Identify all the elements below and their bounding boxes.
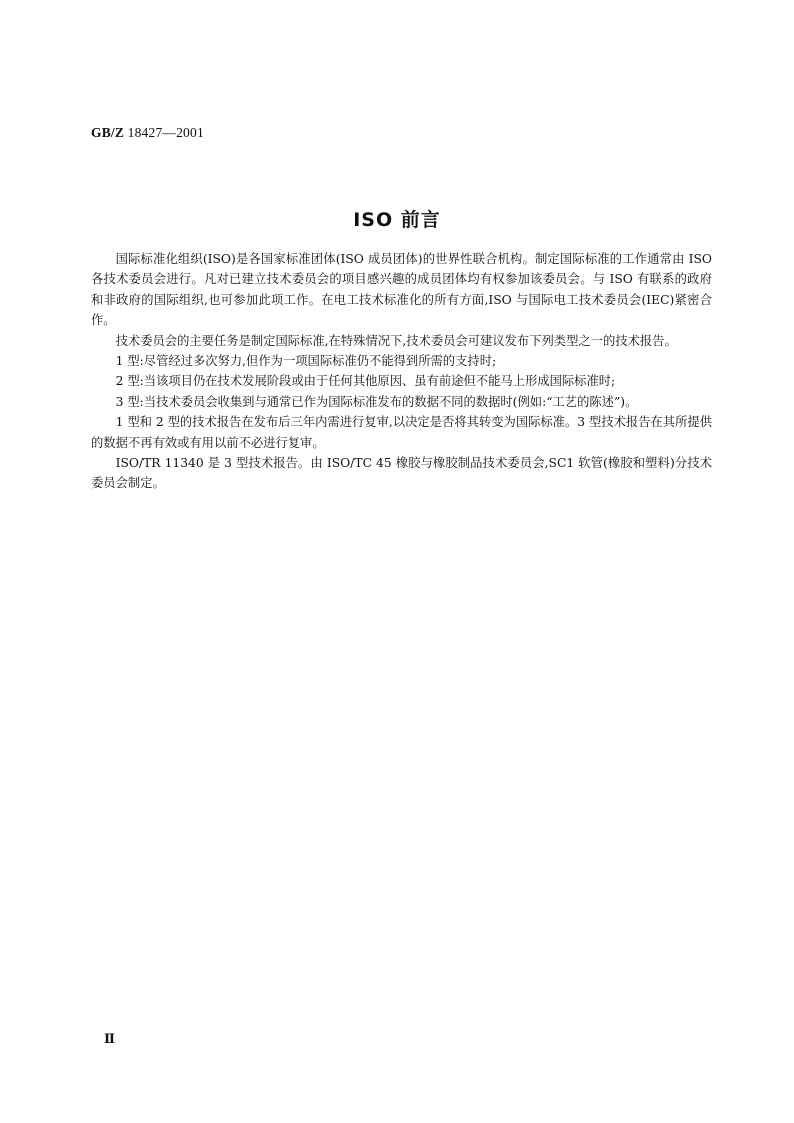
paragraph-tc-tasks: 技术委员会的主要任务是制定国际标准,在特殊情况下,技术委员会可建议发布下列类型之一的技术报告。 — [115, 333, 677, 348]
page-number: Ⅱ — [104, 1031, 115, 1046]
standard-code — [91, 125, 204, 141]
paragraph-tr-origin: ISO/TR 11340 是 3 型技术报告。由 ISO/TC 45 橡胶与橡胶制品技术委员会,SC1 软管(橡胶和塑料)分技术委员会制定。 — [91, 456, 712, 491]
standard-code-prefix: GB/Z — [91, 125, 125, 140]
page-title: ISO 前言 — [353, 209, 441, 231]
paragraph-type-3: 3 型:当技术委员会收集到与通常已作为国际标准发布的数据不同的数据时(例如:“工艺的陈述”)。 — [115, 394, 638, 409]
paragraph-iso-intro: 国际标准化组织(ISO)是各国家标准团体(ISO 成员团体)的世界性联合机构。制定国际标准的工作通常由 ISO 各技术委员会进行。凡对已建立技术委员会的项目感兴趣的成员团体均有权参加该委员会。与 ISO 有联系的政府和非政府的国际组织,也可参加此项工作。在电工技术标准化的所有方面,ISO 与国际电工技术委员会(IEC)紧密合作。 — [91, 252, 712, 328]
paragraph-type-1: 1 型:尽管经过多次努力,但作为一项国际标准仍不能得到所需的支持时; — [115, 354, 497, 369]
standard-code-number: 18427—2001 — [127, 125, 204, 140]
document-body — [91, 249, 712, 494]
paragraph-type-2: 2 型:当该项目仍在技术发展阶段或由于任何其他原因、虽有前途但不能马上形成国际标准时; — [115, 374, 616, 389]
paragraph-review: 1 型和 2 型的技术报告在发布后三年内需进行复审,以决定是否将其转变为国际标准。3 型技术报告在其所提供的数据不再有效或有用以前不必进行复审。 — [91, 415, 712, 450]
